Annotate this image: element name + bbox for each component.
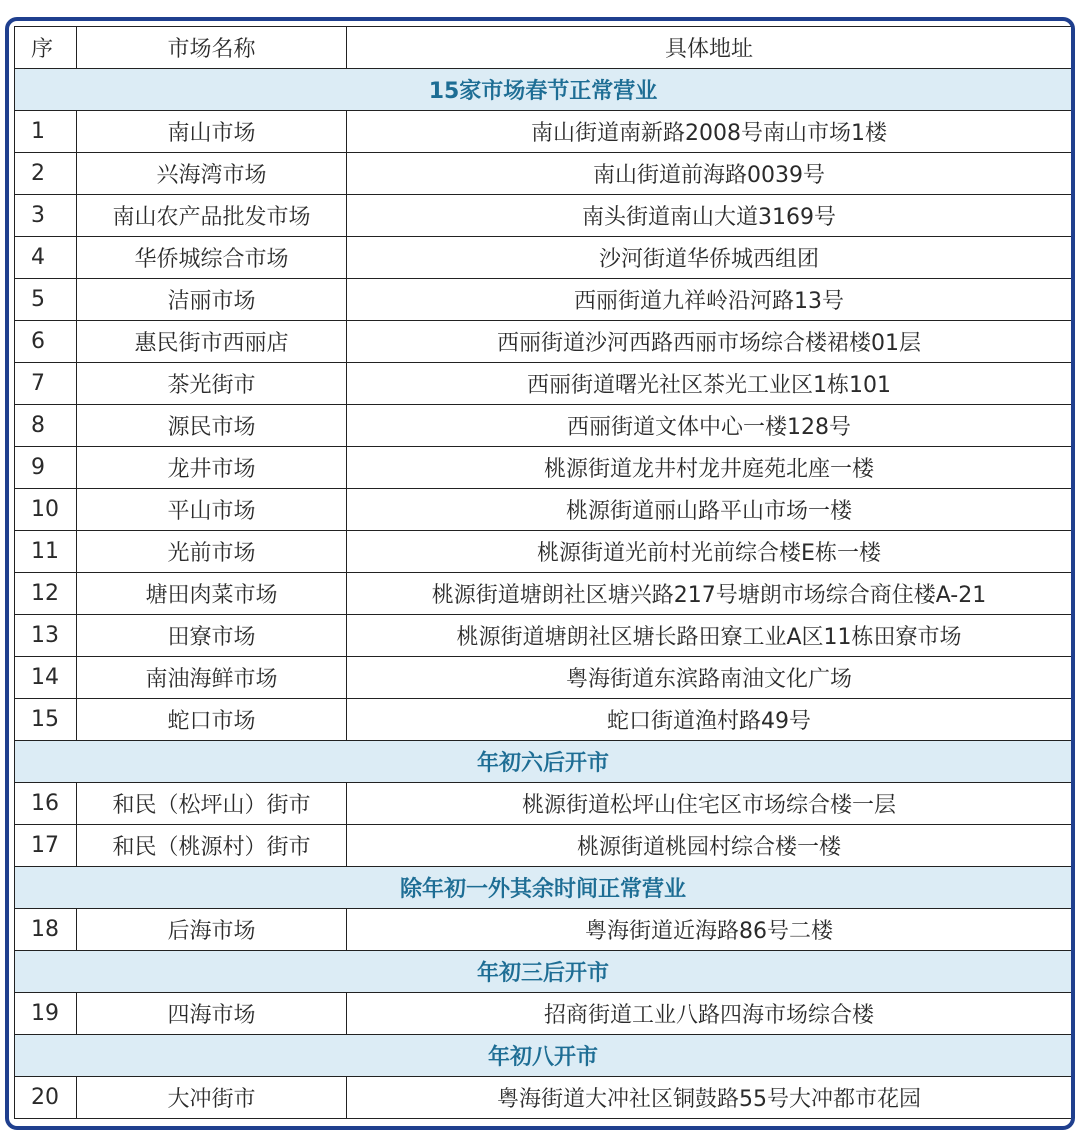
row-seq: 20: [15, 1077, 77, 1119]
row-address: 桃源街道塘朗社区塘兴路217号塘朗市场综合商住楼A-21: [347, 573, 1072, 615]
section-header-row: [15, 69, 1072, 111]
row-address: 招商街道工业八路四海市场综合楼: [347, 993, 1072, 1035]
row-address: 桃源街道光前村光前综合楼E栋一楼: [347, 531, 1072, 573]
table-row: [15, 363, 1072, 405]
row-address: 桃源街道桃园村综合楼一楼: [347, 825, 1072, 867]
row-address: 南头街道南山大道3169号: [347, 195, 1072, 237]
row-address: 粤海街道东滨路南油文化广场: [347, 657, 1072, 699]
table-row: [15, 825, 1072, 867]
section-header-row: [15, 867, 1072, 909]
table-row: [15, 111, 1072, 153]
row-seq: 12: [15, 573, 77, 615]
row-market-name: 洁丽市场: [77, 279, 347, 321]
row-seq: 11: [15, 531, 77, 573]
row-seq: 17: [15, 825, 77, 867]
row-seq: 3: [15, 195, 77, 237]
table-row: [15, 909, 1072, 951]
row-address: 西丽街道文体中心一楼128号: [347, 405, 1072, 447]
row-seq: 7: [15, 363, 77, 405]
row-address: 南山街道前海路0039号: [347, 153, 1072, 195]
row-market-name: 和民（桃源村）街市: [77, 825, 347, 867]
section-title: 年初三后开市: [15, 951, 1072, 993]
row-address: 桃源街道松坪山住宅区市场综合楼一层: [347, 783, 1072, 825]
row-seq: 6: [15, 321, 77, 363]
row-seq: 18: [15, 909, 77, 951]
header-name: 市场名称: [77, 27, 347, 69]
table-row: [15, 573, 1072, 615]
table-row: [15, 657, 1072, 699]
table-row: [15, 195, 1072, 237]
section-title: 年初八开市: [15, 1035, 1072, 1077]
row-market-name: 南山市场: [77, 111, 347, 153]
row-seq: 1: [15, 111, 77, 153]
row-seq: 19: [15, 993, 77, 1035]
table-row: [15, 1077, 1072, 1119]
table-row: [15, 615, 1072, 657]
row-market-name: 南油海鲜市场: [77, 657, 347, 699]
section-title: 15家市场春节正常营业: [15, 69, 1072, 111]
row-seq: 10: [15, 489, 77, 531]
row-market-name: 塘田肉菜市场: [77, 573, 347, 615]
row-address: 桃源街道龙井村龙井庭苑北座一楼: [347, 447, 1072, 489]
row-address: 桃源街道丽山路平山市场一楼: [347, 489, 1072, 531]
row-address: 西丽街道九祥岭沿河路13号: [347, 279, 1072, 321]
row-seq: 2: [15, 153, 77, 195]
market-table: [14, 26, 1072, 1119]
row-market-name: 四海市场: [77, 993, 347, 1035]
row-seq: 15: [15, 699, 77, 741]
row-address: 西丽街道曙光社区茶光工业区1栋101: [347, 363, 1072, 405]
header-seq: 序: [15, 27, 77, 69]
row-market-name: 龙井市场: [77, 447, 347, 489]
row-market-name: 大冲街市: [77, 1077, 347, 1119]
section-header-row: [15, 951, 1072, 993]
table-row: [15, 783, 1072, 825]
row-address: 粤海街道近海路86号二楼: [347, 909, 1072, 951]
row-address: 桃源街道塘朗社区塘长路田寮工业A区11栋田寮市场: [347, 615, 1072, 657]
row-market-name: 蛇口市场: [77, 699, 347, 741]
row-seq: 4: [15, 237, 77, 279]
table-row: [15, 153, 1072, 195]
row-market-name: 惠民街市西丽店: [77, 321, 347, 363]
row-market-name: 兴海湾市场: [77, 153, 347, 195]
row-address: 西丽街道沙河西路西丽市场综合楼裙楼01层: [347, 321, 1072, 363]
table-header-row: [15, 27, 1072, 69]
table-row: [15, 993, 1072, 1035]
row-market-name: 后海市场: [77, 909, 347, 951]
row-market-name: 华侨城综合市场: [77, 237, 347, 279]
row-market-name: 源民市场: [77, 405, 347, 447]
row-address: 沙河街道华侨城西组团: [347, 237, 1072, 279]
table-row: [15, 699, 1072, 741]
row-address: 粤海街道大冲社区铜鼓路55号大冲都市花园: [347, 1077, 1072, 1119]
section-title: 年初六后开市: [15, 741, 1072, 783]
row-seq: 5: [15, 279, 77, 321]
row-seq: 8: [15, 405, 77, 447]
table-row: [15, 489, 1072, 531]
row-market-name: 和民（松坪山）街市: [77, 783, 347, 825]
row-seq: 14: [15, 657, 77, 699]
row-market-name: 平山市场: [77, 489, 347, 531]
row-seq: 13: [15, 615, 77, 657]
table-frame: [5, 17, 1075, 1130]
table-row: [15, 447, 1072, 489]
row-market-name: 光前市场: [77, 531, 347, 573]
row-market-name: 茶光街市: [77, 363, 347, 405]
row-market-name: 田寮市场: [77, 615, 347, 657]
table-row: [15, 321, 1072, 363]
row-address: 南山街道南新路2008号南山市场1楼: [347, 111, 1072, 153]
header-address: 具体地址: [347, 27, 1072, 69]
section-header-row: [15, 741, 1072, 783]
section-title: 除年初一外其余时间正常营业: [15, 867, 1072, 909]
row-seq: 16: [15, 783, 77, 825]
section-header-row: [15, 1035, 1072, 1077]
table-row: [15, 237, 1072, 279]
row-address: 蛇口街道渔村路49号: [347, 699, 1072, 741]
row-market-name: 南山农产品批发市场: [77, 195, 347, 237]
table-row: [15, 531, 1072, 573]
row-seq: 9: [15, 447, 77, 489]
table-row: [15, 279, 1072, 321]
table-row: [15, 405, 1072, 447]
